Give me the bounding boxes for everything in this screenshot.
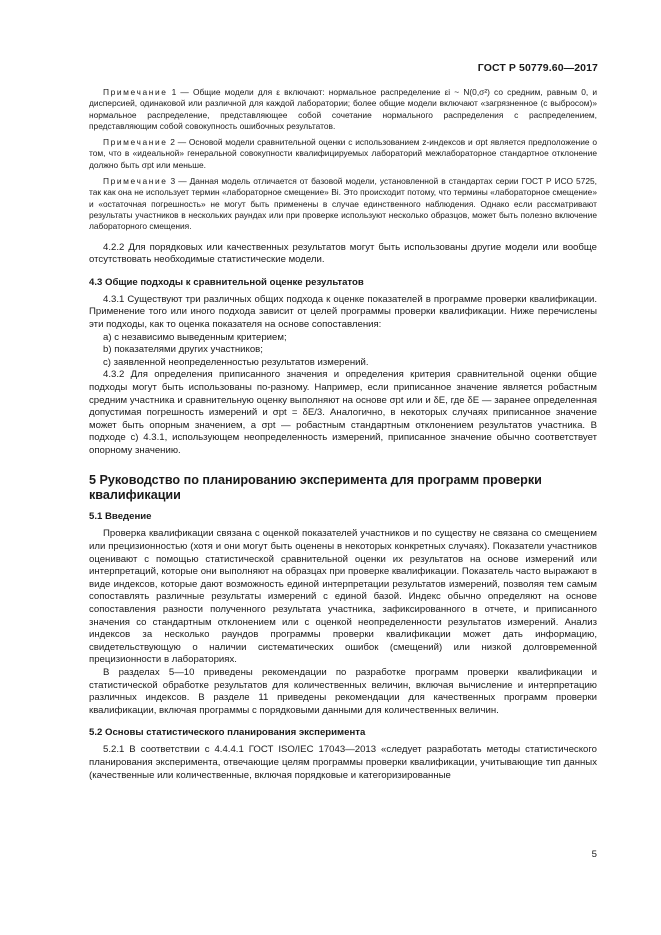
section-heading-4-3: 4.3 Общие подходы к сравнительной оценке результатов xyxy=(89,276,364,288)
section-heading-5-1: 5.1 Введение xyxy=(89,511,152,523)
note-label: Примечание xyxy=(103,87,168,97)
note-1 xyxy=(89,87,597,132)
page-content xyxy=(89,87,597,782)
list-item-c: с) заявленной неопределенностью результатов измерений. xyxy=(103,356,369,368)
paragraph-5-1-b: В разделах 5—10 приведены рекомендации по разработке программ проверки квалификации и статистической обработке результатов для количественных величин, включая вычисление и интерпретацию различных индексов. В разделе 11 приведены рекомендации для качественных программ проверки квалификации, включая программы с порядковыми данными для количественных величин. xyxy=(89,667,597,716)
paragraph-5-2-1: 5.2.1 В соответствии с 4.4.4.1 ГОСТ ISO/IEC 17043—2013 «следует разработать методы статистического планирования эксперимента, отвечающие целям программы проверки квалификации, учитывающие тип данных (качественные или количественные, включая порядковые и категоризированные xyxy=(89,744,597,781)
section-heading-5-2: 5.2 Основы статистического планирования эксперимента xyxy=(89,727,366,739)
page-number: 5 xyxy=(591,849,597,860)
standard-code: ГОСТ Р 50779.60—2017 xyxy=(477,62,598,74)
note-1-text: 1 — Общие модели для ε включают: нормальное распределение εi ~ N(0,σ²) со средним, равным 0, и дисперсией, одинаковой или различной для каждой лаборатории; более общие модели включают «загрязненное (с выбросом)» нормальное распределение, представляющее собой сочетание нормального распределения с распределением, представляющим собой совокупность ошибочных результатов. xyxy=(89,87,597,131)
note-3-text: 3 — Данная модель отличается от базовой модели, установленной в стандартах серии ГОСТ Р ИСО 5725, так как она не использует термин «лабораторное смещение» Bi. Это происходит потому, что термины «лабораторное смещение» и «остаточная погрешность» не могут быть применены в случае единственного наблюдения. Однако если рассматривают результаты участников в нескольких раундах или при проверке используют несколько образцов, может быть полезно включение лабораторного смещения. xyxy=(89,176,597,232)
list-item-b: b) показателями других участников; xyxy=(103,344,263,356)
section-heading-5: 5 Руководство по планированию эксперимента для программ проверки квалификации xyxy=(89,473,542,503)
note-label: Примечание xyxy=(103,176,168,187)
note-label: Примечание xyxy=(103,137,168,148)
paragraph-5-1-a: Проверка квалификации связана с оценкой показателей участников и по существу не связана со смещением или прецизионностью (хотя и они могут быть оценены в некоторых конкретных случаях). Показатели участников оценивают с помощью статистической сравнительной оценки их результатов на основе измерений или интерпретаций, которые они выполняют на образцах при проверке квалификации. Показатель часто выражают в виде индексов, которые дают возможность единой интерпретации результатов измерений, позволяя тем самым сопоставлять различные результаты измерений с единой базой. Индекс обычно определяют на основе сопоставления разности полученного результата участника, зафиксированного в отчете, и приписанного значения со стандартным отклонением или с оценкой неопределенности результатов измерений. Анализ индексов за несколько раундов программы проверки квалификации может дать информацию, свидетельствующую о наличии систематических ошибок (смещений) или низкой долговременной прецизионности в лабораториях. xyxy=(89,528,597,666)
paragraph-4-3-2: 4.3.2 Для определения приписанного значения и определения критерия сравнительной оценки общие подходы могут быть использованы по-разному. Например, если приписанное значение является робастным средним участника и сравнительную оценку выполняют на основе σpt или и δE, где δE — заранее определенная допустимая погрешность измерений и σpt = δE/3. Аналогично, в некоторых случаях приписанное значение может быть опорным значением, а σpt — робастным стандартным отклонением результатов участника. В подходе с) 4.3.1, использующем неопределенность измерений, приписанное значение обычно соответствует опорному значению. xyxy=(89,369,597,456)
paragraph-4-3-1: 4.3.1 Существуют три различных общих подхода к оценке показателей в программе проверки квалификации. Применение того или иного подхода зависит от целей программы проверки квалификации. Ниже перечислены эти подходы, как то оценка показателя на основе сопоставления: xyxy=(89,293,597,330)
note-2-text: 2 — Основой модели сравнительной оценки с использованием z-индексов и σpt является предположение о том, что в «идеальной» генеральной совокупности квалифицируемых лабораторий межлабораторное стандартное отклонение должно быть σpt или меньше. xyxy=(89,137,597,170)
note-3 xyxy=(89,176,597,232)
list-item-a: а) с независимо выведенным критерием; xyxy=(103,331,287,343)
paragraph-4-2-2: 4.2.2 Для порядковых или качественных результатов могут быть использованы другие модели или вообще отсутствовать необходимые статистические модели. xyxy=(89,241,597,266)
note-2 xyxy=(89,137,597,171)
